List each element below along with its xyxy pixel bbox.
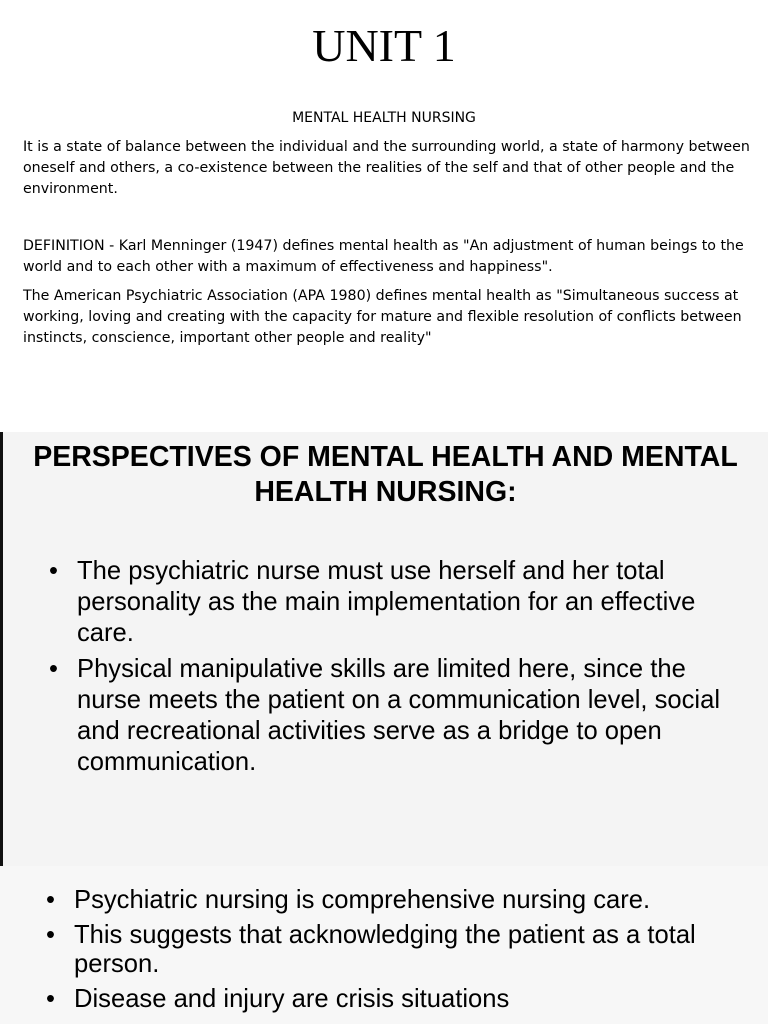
menninger-definition-paragraph: DEFINITION - Karl Menninger (1947) defines mental health as "An adjustment of human beings to the world and to each other with a maximum of effectiveness and happiness". (23, 238, 744, 275)
list-item (49, 654, 754, 778)
list-item-text: Psychiatric nursing is comprehensive nursing care. (74, 886, 651, 914)
perspectives-slide (0, 432, 768, 866)
bullet-list (46, 886, 751, 1020)
bullet-icon: • (49, 557, 58, 585)
list-item (46, 886, 751, 915)
list-item (49, 556, 754, 649)
list-item-text: This suggests that acknowledging the patient as a total person. (74, 921, 696, 978)
list-item-text: The psychiatric nurse must use herself and her total personality as the main implementation for an effective care. (77, 557, 696, 647)
document-page (0, 0, 768, 400)
comprehensive-care-slide (0, 866, 768, 1024)
bullet-icon: • (46, 985, 55, 1013)
bullet-list (49, 556, 754, 783)
bullet-icon: • (49, 655, 58, 683)
bullet-icon: • (46, 921, 55, 949)
slide-title: PERSPECTIVES OF MENTAL HEALTH AND MENTAL HEALTH NURSING: (33, 441, 738, 508)
list-item (46, 921, 751, 979)
list-item (46, 985, 751, 1014)
section-subtitle: MENTAL HEALTH NURSING (292, 110, 476, 126)
list-item-text: Physical manipulative skills are limited here, since the nurse meets the patient on a communication level, social and recreational activities serve as a bridge to open communication. (77, 655, 721, 776)
intro-paragraph: It is a state of balance between the individual and the surrounding world, a state of harmony between oneself and others, a co-existence between the realities of the self and that of other people and the environment. (23, 139, 750, 197)
apa-definition-paragraph: The American Psychiatric Association (APA 1980) defines mental health as "Simultaneous success at working, loving and creating with the capacity for mature and flexible resolution of conflicts between instincts, conscience, important other people and reality" (23, 288, 742, 346)
list-item-text: Disease and injury are crisis situations (74, 985, 510, 1013)
bullet-icon: • (46, 886, 55, 914)
unit-title: UNIT 1 (312, 20, 456, 71)
